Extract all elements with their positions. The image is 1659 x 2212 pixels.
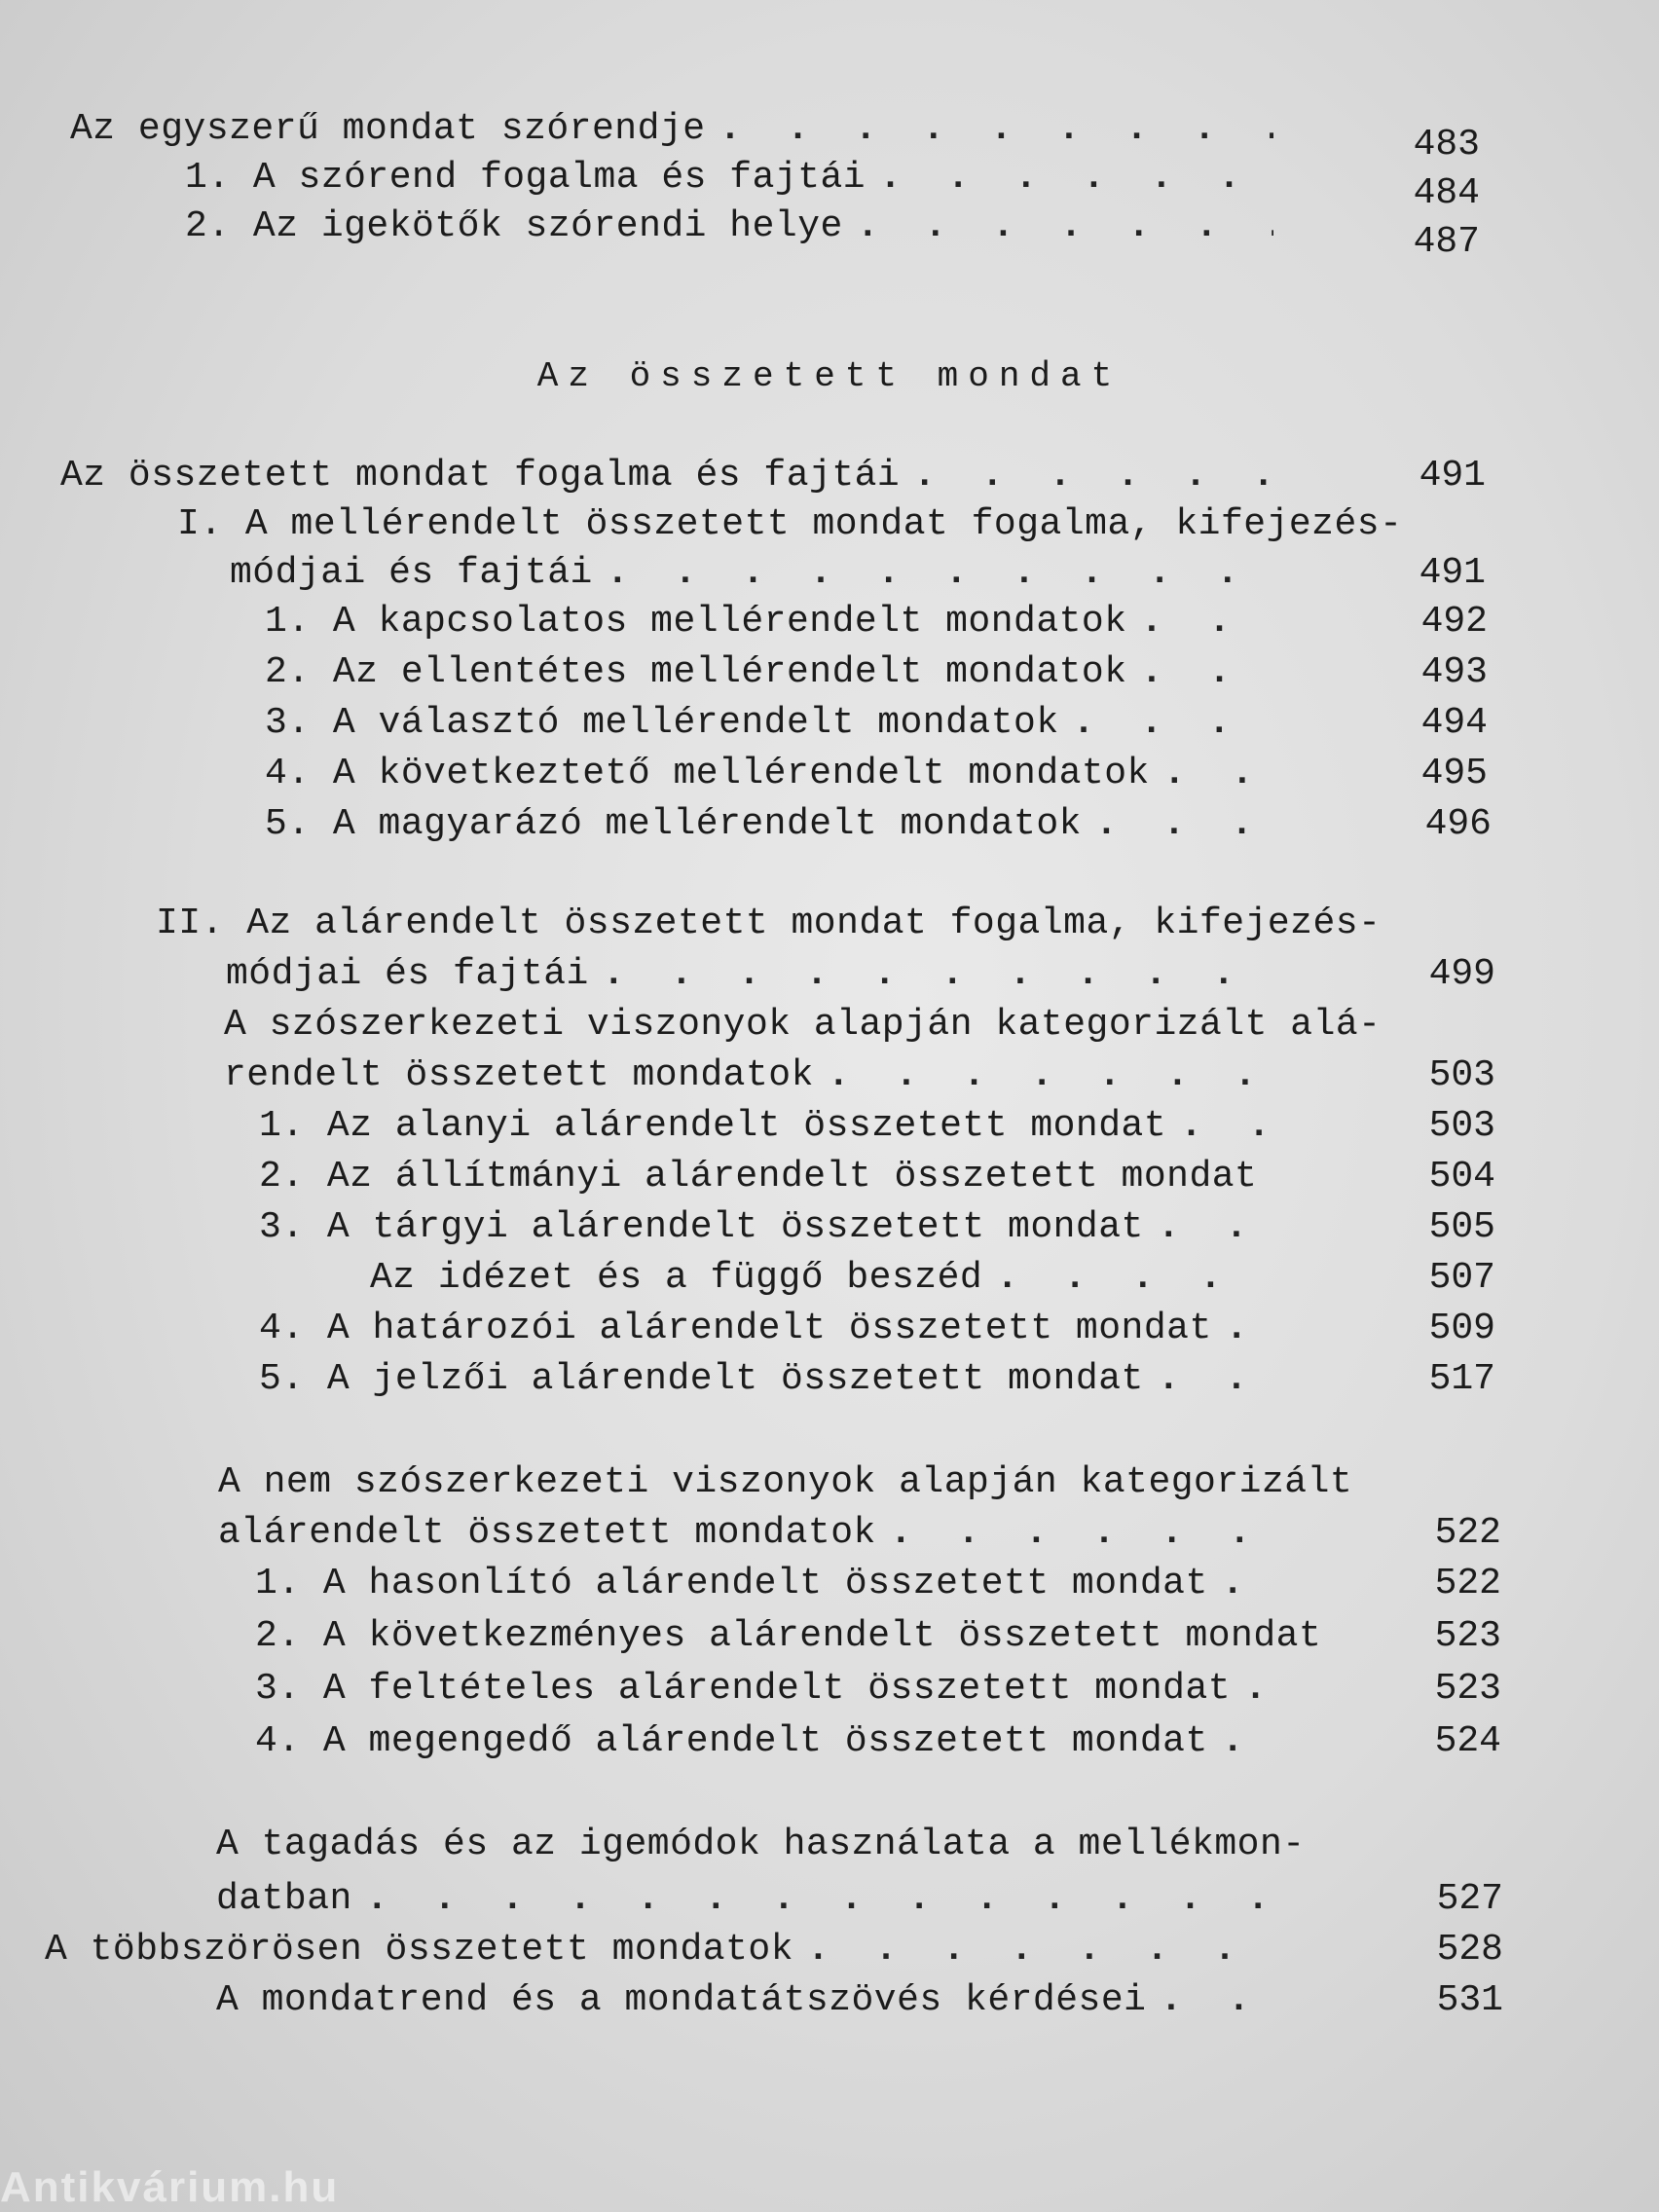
toc-entry-page: 523 [1434,1615,1501,1657]
toc-entry [216,1976,1291,2025]
toc-entry-title: A többszörösen összetett mondatok [45,1929,794,1971]
dot-leader [857,203,1273,251]
toc-entry-page: 493 [1420,651,1488,693]
toc-entry [265,699,1287,748]
toc-entry [60,452,1287,500]
dot-leader [1222,1717,1273,1766]
toc-entry-page: 484 [1413,172,1480,214]
toc-entry-title: 2. Az igekötők szórendi helye [185,205,843,247]
dot-leader [890,1509,1273,1558]
dot-leader [607,549,1273,598]
toc-entry [265,598,1287,646]
toc-entry [255,1717,1287,1766]
toc-entry-page: 503 [1428,1105,1495,1147]
toc-entry-title: 4. A következtető mellérendelt mondatok [265,753,1150,794]
toc-entry [259,1153,1287,1201]
toc-entry-title: alárendelt összetett mondatok [218,1512,876,1554]
toc-entry-page: 504 [1428,1156,1495,1198]
dot-leader [1095,800,1273,849]
toc-entry-page: 522 [1434,1563,1501,1604]
toc-entry-title: 3. A feltételes alárendelt összetett mondat [255,1668,1232,1710]
dot-leader [1180,1102,1273,1151]
toc-entry [259,1203,1287,1252]
dot-leader [1222,1560,1273,1608]
toc-entry [265,648,1287,697]
toc-entry [255,1560,1287,1608]
section-heading: Az összetett mondat [536,356,1123,396]
toc-entry-title: módjai és fajtái [230,552,593,594]
toc-entry [370,1254,1287,1303]
toc-entry [185,203,1287,251]
toc-entry [70,105,1287,154]
dot-leader [1141,598,1273,646]
toc-entry-page: 483 [1413,124,1480,166]
dot-leader [1271,1153,1273,1201]
toc-entry-page: 517 [1428,1358,1495,1400]
toc-entry-page: 495 [1420,753,1488,794]
dot-leader [1226,1305,1273,1353]
toc-entry-title: 4. A határozói alárendelt összetett mondat [259,1308,1212,1349]
toc-entry [259,1305,1287,1353]
watermark: Antikvárium.hu [0,2163,340,2211]
toc-entry-title-line: 2. A következményes alárendelt összetett mondat [255,1615,1322,1657]
toc-entry [216,1875,1291,1924]
dot-leader [807,1926,1277,1974]
toc-entry [45,1926,1291,1974]
toc-entry-title: 5. A jelzői alárendelt összetett mondat [259,1358,1144,1400]
toc-entry-title: A mondatrend és a mondatátszövés kérdései [216,1979,1147,2021]
toc-entry-title: Az idézet és a függő beszéd [370,1257,983,1299]
toc-entry-page: 505 [1428,1206,1495,1248]
toc-entry-title: 1. A hasonlító alárendelt összetett mondat [255,1563,1208,1604]
toc-entry-title: Az egyszerű mondat szórendje [70,108,706,150]
toc-entry-title: 2. Az ellentétes mellérendelt mondatok [265,651,1127,693]
toc-entry [224,1051,1287,1100]
toc-entry-page: 494 [1420,702,1488,744]
toc-entry-page: 487 [1413,221,1480,263]
toc-entry-title: módjai és fajtái [226,953,589,995]
toc-entry-page: 523 [1434,1668,1501,1710]
toc-entry-title-line: A szószerkezeti viszonyok alapján kategorizált alá- [224,1004,1382,1046]
dot-leader [1073,699,1273,748]
dot-leader [603,950,1273,999]
toc-entry-title-line: A nem szószerkezeti viszonyok alapján kategorizált [218,1461,1353,1503]
toc-entry-page: 496 [1424,803,1492,845]
toc-entry [226,950,1287,999]
toc-entry-page: 499 [1428,953,1495,995]
toc-entry-title-line: I. A mellérendelt összetett mondat fogalma, kifejezés- [177,503,1403,545]
toc-entry [259,1355,1287,1404]
toc-entry-page: 492 [1420,601,1488,643]
dot-leader [828,1051,1273,1100]
dot-leader [996,1254,1273,1303]
toc-entry-title: 2. Az állítmányi alárendelt összetett mondat [259,1156,1258,1198]
toc-entry-title: datban [216,1878,352,1920]
toc-entry-page: 491 [1419,552,1486,594]
toc-entry-title: 3. A választó mellérendelt mondatok [265,702,1059,744]
toc-entry-page: 522 [1434,1512,1501,1554]
toc-entry-title: 1. A kapcsolatos mellérendelt mondatok [265,601,1127,643]
toc-entry-page: 524 [1434,1720,1501,1762]
toc-entry-page: 503 [1428,1054,1495,1096]
toc-entry-page: 509 [1428,1308,1495,1349]
toc-entry [255,1665,1287,1714]
toc-entry-title: 1. Az alanyi alárendelt összetett mondat [259,1105,1167,1147]
toc-entry-page: 491 [1419,455,1486,497]
dot-leader [366,1875,1277,1924]
toc-entry-title: Az összetett mondat fogalma és fajtái [60,455,901,497]
dot-leader [913,452,1273,500]
toc-entry-page: 531 [1436,1979,1503,2021]
dot-leader [1163,750,1273,798]
dot-leader [879,154,1273,203]
toc-entry-title: 3. A tárgyi alárendelt összetett mondat [259,1206,1144,1248]
toc-entry-title: 1. A szórend fogalma és fajtái [185,157,866,199]
dot-leader [719,105,1273,154]
toc-entry-title: 5. A magyarázó mellérendelt mondatok [265,803,1082,845]
toc-entry-title-line: A tagadás és az igemódok használata a mellékmon- [216,1824,1306,1865]
dot-leader [1141,648,1273,697]
toc-entry [185,154,1287,203]
toc-entry [265,750,1287,798]
dot-leader [1158,1203,1273,1252]
toc-entry-title-line: II. Az alárendelt összetett mondat fogalma, kifejezés- [156,903,1382,944]
dot-leader [1244,1665,1273,1714]
toc-entry-page: 527 [1436,1878,1503,1920]
toc-entry [265,800,1287,849]
dot-leader [1158,1355,1273,1404]
toc-entry-title: rendelt összetett mondatok [224,1054,814,1096]
toc-entry [259,1102,1287,1151]
toc-entry [218,1509,1287,1558]
toc-entry-page: 528 [1436,1929,1503,1971]
toc-entry-page: 507 [1428,1257,1495,1299]
dot-leader [1160,1976,1277,2025]
toc-entry-title: 4. A megengedő alárendelt összetett mondat [255,1720,1208,1762]
toc-entry [230,549,1287,598]
